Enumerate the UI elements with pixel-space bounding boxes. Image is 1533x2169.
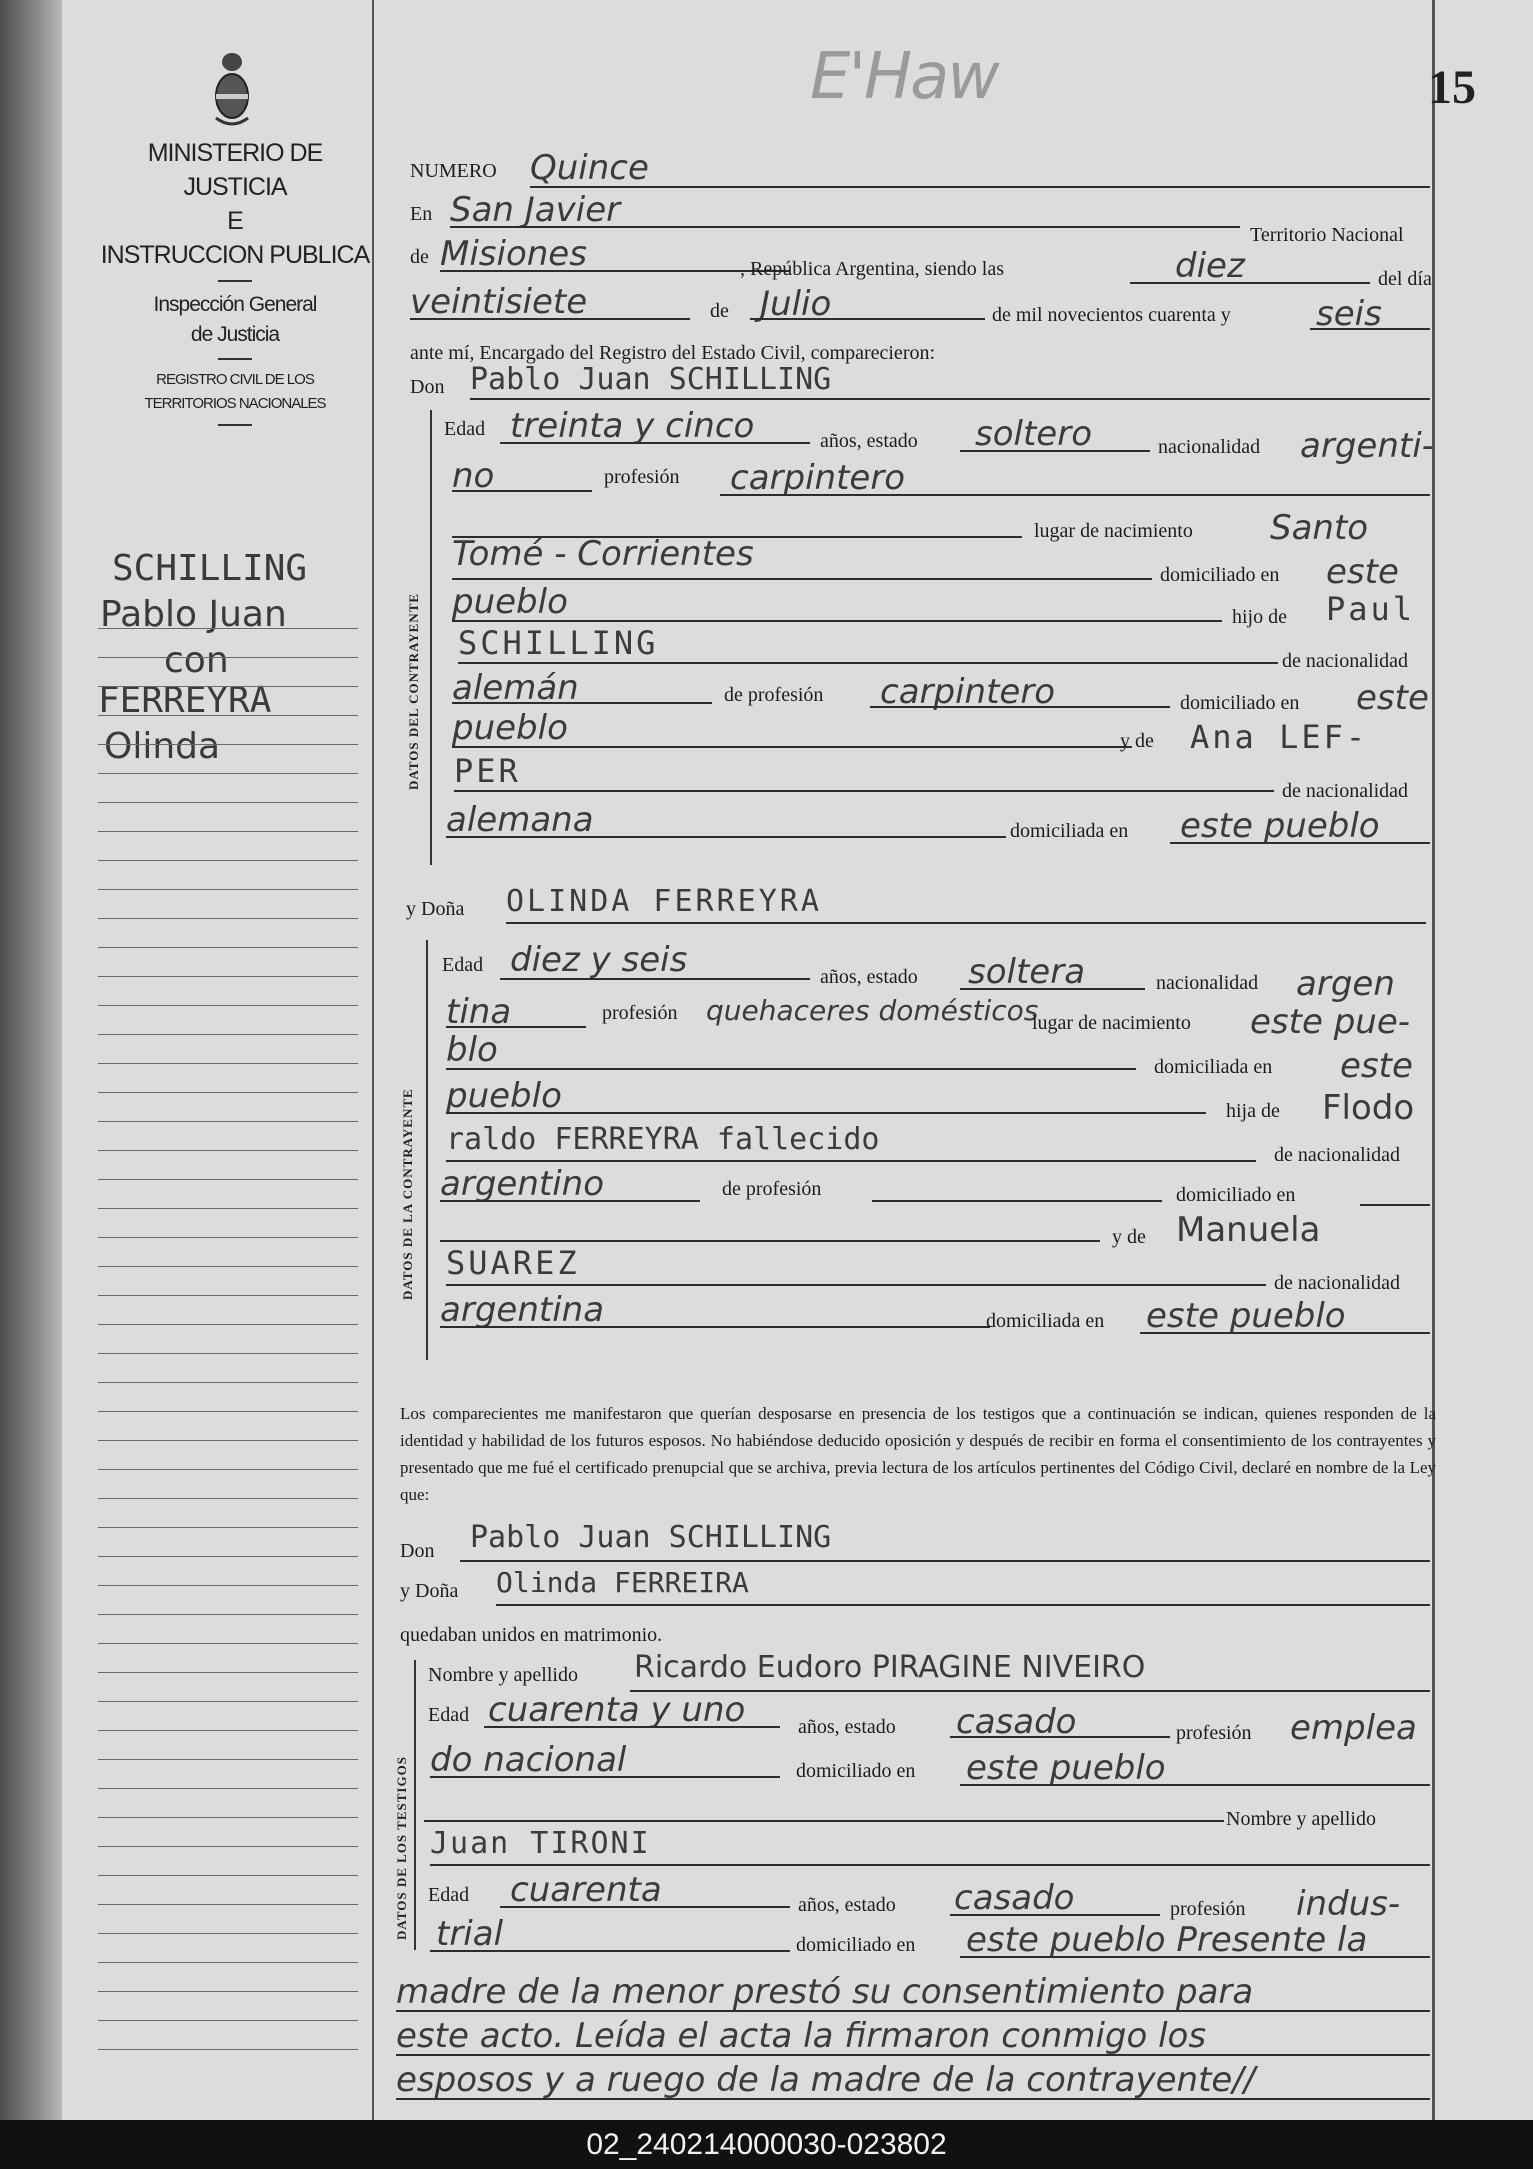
fill-line: [460, 1560, 1430, 1562]
margin-ruled-lines: [98, 600, 358, 2050]
domiciliado-label: domiciliado en: [1160, 564, 1280, 586]
fill-line: [470, 398, 1430, 400]
fill-line: [424, 1820, 1224, 1822]
anios-estado-label: años, estado: [820, 966, 918, 988]
bride-age: diez y seis: [510, 940, 688, 980]
groom-father-nationality: alemán: [452, 668, 579, 708]
bride-mother: Manuela: [1176, 1210, 1321, 1250]
nombre-label: Nombre y apellido: [428, 1664, 578, 1686]
groom-name: Pablo Juan SCHILLING: [470, 362, 832, 397]
lugar-label: lugar de nacimiento: [1034, 520, 1193, 542]
declaration-paragraph: Los comparecientes me manifestaron que querían desposarse en presencia de los testigos que a continuación se indican, quienes responden de la identidad y habilidad de los futuros esposos. No habiéndose deducido oposición y después de recibir en forma el consentimiento de los contrayentes y presentado que me fué el certificado prenupcial que se archiva, previa lectura de los artículos pertinentes del Código Civil, declaré en nombre de la Ley que:: [400, 1404, 1436, 1504]
fill-line: [506, 922, 1426, 924]
domiciliado-label-2: domiciliado en: [796, 1934, 916, 1956]
bride-nationality-cont: tina: [446, 992, 512, 1032]
groom-address-cont: pueblo: [452, 582, 568, 622]
bride-birthplace-cont: blo: [446, 1030, 498, 1070]
witness-1-profession-cont: do nacional: [430, 1740, 627, 1780]
fill-line: [440, 270, 790, 272]
edad-label-2: Edad: [428, 1884, 470, 1906]
fill-line: [500, 442, 810, 444]
witnesses-section-label: DATOS DE LOS TESTIGOS: [394, 1756, 409, 1940]
fill-line: [430, 1864, 1430, 1866]
fill-line: [452, 702, 712, 704]
page-right-border: [1432, 0, 1435, 2120]
fill-line: [496, 1604, 1430, 1606]
nacionalidad-label: nacionalidad: [1156, 972, 1259, 994]
fill-line: [452, 620, 1222, 622]
fill-line: [950, 1914, 1160, 1916]
bride-father-nationality: argentino: [440, 1164, 604, 1204]
de-nacionalidad-label-2: de nacionalidad: [1274, 1272, 1401, 1294]
groom-status: soltero: [975, 414, 1092, 454]
de-nacionalidad-label-2: de nacionalidad: [1282, 780, 1409, 802]
divider: [218, 280, 252, 282]
margin-note-name-2: Olinda: [104, 726, 221, 767]
fill-line: [440, 1200, 700, 1202]
closing-note-1: madre de la menor prestó su consentimiento para: [396, 1972, 1254, 2012]
faded-stamp: E'Haw: [810, 40, 998, 114]
union-bride-name: Olinda FERREIRA: [496, 1566, 749, 1599]
union-don-label: Don: [400, 1540, 435, 1562]
domiciliada-label: domiciliada en: [1154, 1056, 1273, 1078]
witness-2-address: este pueblo Presente la: [966, 1920, 1368, 1960]
groom-nationality-cont: no: [452, 456, 495, 496]
bride-mother-address: este pueblo: [1146, 1296, 1346, 1336]
hija-label: hija de: [1226, 1100, 1280, 1122]
y-de-label: y de: [1120, 730, 1154, 752]
fill-line: [446, 1112, 1206, 1114]
anios-estado-label: años, estado: [798, 1716, 896, 1738]
fill-line: [950, 1736, 1170, 1738]
groom-father-address-cont: pueblo: [452, 708, 568, 748]
domiciliada-label: domiciliada en: [1010, 820, 1129, 842]
fill-line: [440, 1326, 990, 1328]
nombre-label-2: Nombre y apellido: [1226, 1808, 1376, 1830]
witness-2-profession-cont: trial: [436, 1914, 504, 1954]
margin-note-surname: SCHILLING: [112, 548, 308, 589]
de-nacionalidad-label: de nacionalidad: [1274, 1144, 1401, 1166]
nacionalidad-label: nacionalidad: [1158, 436, 1261, 458]
domiciliado-label: domiciliado en: [1176, 1184, 1296, 1206]
fill-line: [454, 790, 1274, 792]
fill-line: [452, 490, 592, 492]
fill-line: [960, 988, 1145, 990]
fill-line: [1140, 1332, 1430, 1334]
witness-2-age: cuarenta: [510, 1870, 662, 1910]
section-brace: [430, 410, 432, 865]
divider: [218, 424, 252, 426]
fill-line: [396, 2054, 1430, 2056]
domiciliado-label: domiciliado en: [796, 1760, 916, 1782]
fill-line: [750, 318, 985, 320]
fill-line: [1310, 328, 1430, 330]
edad-label: Edad: [444, 418, 486, 440]
groom-birthplace: Santo: [1270, 508, 1369, 548]
lugar-label: lugar de nacimiento: [1032, 1012, 1191, 1034]
fill-line: [960, 1956, 1430, 1958]
fill-line: [446, 1026, 586, 1028]
fill-line: [450, 226, 1240, 228]
groom-mother-address: este pueblo: [1180, 806, 1380, 846]
margin-note-surname-2: FERREYRA: [98, 680, 272, 721]
bride-father: Flodo: [1322, 1088, 1415, 1128]
profesion-label-2: profesión: [1170, 1898, 1246, 1920]
closing-note-2: este acto. Leída el acta la firmaron conmigo los: [396, 2016, 1207, 2056]
witness-1-name: Ricardo Eudoro PIRAGINE NIVEIRO: [634, 1650, 1146, 1685]
year-value: seis: [1316, 294, 1382, 334]
fill-line: [446, 1284, 1266, 1286]
margin-note-name: Pablo Juan: [100, 594, 287, 635]
territory-value: Misiones: [440, 234, 587, 274]
ante-mi-text: ante mí, Encargado del Registro del Estado Civil, comparecieron:: [410, 342, 936, 364]
page-number: 15: [1428, 61, 1476, 114]
coat-of-arms-icon: [210, 48, 254, 128]
fill-line: [446, 836, 1006, 838]
fill-line: [960, 450, 1150, 452]
bride-profession: quehaceres domésticos: [706, 994, 1039, 1027]
year-label: de mil novecientos cuarenta y: [992, 304, 1231, 326]
witness-2-name: Juan TIRONI: [430, 1826, 651, 1861]
de-nacionalidad-label: de nacionalidad: [1282, 650, 1409, 672]
de-profesion-label: de profesión: [724, 684, 824, 706]
quedaban-text: quedaban unidos en matrimonio.: [400, 1624, 663, 1646]
ministry-line-6: REGISTRO CIVIL DE LOS: [156, 371, 314, 388]
fill-line: [960, 1784, 1430, 1786]
ministry-line-3: INSTRUCCION PUBLICA: [100, 241, 370, 269]
fill-line: [630, 1690, 1430, 1692]
ministry-line-7: TERRITORIOS NACIONALES: [144, 395, 326, 412]
anios-estado-label: años, estado: [820, 430, 918, 452]
union-groom-name: Pablo Juan SCHILLING: [470, 1520, 832, 1555]
fill-line: [872, 1200, 1162, 1202]
hour-value: diez: [1175, 246, 1245, 286]
fill-line: [430, 1776, 780, 1778]
bride-mother-cont: SUAREZ: [446, 1244, 580, 1282]
groom-section-label: DATOS DEL CONTRAYENTE: [406, 592, 421, 790]
fill-line: [870, 706, 1170, 708]
de-profesion-label: de profesión: [722, 1178, 822, 1200]
witness-1-age: cuarenta y uno: [488, 1690, 746, 1730]
bride-name: OLINDA FERREYRA: [506, 884, 822, 919]
margin-note-con: con: [164, 640, 229, 681]
ministry-line-2: E: [227, 207, 243, 235]
fill-line: [458, 662, 1278, 664]
fill-line: [720, 494, 1430, 496]
fill-line: [446, 1160, 1256, 1162]
en-label: En: [410, 203, 433, 225]
groom-mother-cont: PER: [454, 752, 521, 790]
territorio-label: Territorio Nacional: [1250, 224, 1404, 246]
dona-label: y Doña: [406, 898, 465, 920]
groom-father: Paul: [1326, 590, 1416, 628]
witness-1-status: casado: [956, 1702, 1077, 1742]
groom-mother-nationality: alemana: [446, 800, 594, 840]
fill-line: [1130, 282, 1370, 284]
groom-father-profession: carpintero: [880, 672, 1056, 712]
ministry-line-4: Inspección General: [153, 293, 317, 316]
image-id-footer: 02_240214000030-023802: [0, 2120, 1533, 2169]
witness-2-status: casado: [954, 1878, 1075, 1918]
de-label-2: de: [710, 300, 729, 322]
groom-father-address: este: [1356, 678, 1429, 718]
bride-nationality: argen: [1296, 964, 1395, 1004]
de-label: de: [410, 246, 429, 268]
profesion-label: profesión: [602, 1002, 678, 1024]
republica-label: , República Argentina, siendo las: [740, 258, 1005, 280]
bride-birthplace: este pue-: [1250, 1002, 1411, 1042]
fill-line: [396, 2010, 1430, 2012]
bride-mother-nationality: argentina: [440, 1290, 605, 1330]
witness-1-address: este pueblo: [966, 1748, 1166, 1788]
ministry-line-5: de Justicia: [190, 323, 280, 346]
binder-edge: [0, 0, 62, 2120]
domiciliado-label-2: domiciliado en: [1180, 692, 1300, 714]
fill-line: [484, 1726, 780, 1728]
section-brace: [414, 1660, 416, 1950]
anios-estado-label-2: años, estado: [798, 1894, 896, 1916]
fill-line: [1170, 842, 1430, 844]
closing-note-3: esposos y a ruego de la madre de la contrayente//: [396, 2060, 1256, 2100]
witness-1-profession: emplea: [1290, 1708, 1417, 1748]
month-value: Julio: [760, 284, 832, 324]
fill-line: [452, 746, 1132, 748]
domiciliada-label-2: domiciliada en: [986, 1310, 1105, 1332]
don-label: Don: [410, 376, 445, 398]
bride-status: soltera: [968, 952, 1086, 992]
profesion-label: profesión: [1176, 1722, 1252, 1744]
fill-line: [452, 578, 1152, 580]
ministry-line-1: MINISTERIO DE JUSTICIA: [147, 139, 323, 201]
fill-line: [440, 1240, 1100, 1242]
section-brace: [426, 940, 428, 1360]
fill-line: [500, 1906, 790, 1908]
union-dona-label: y Doña: [400, 1580, 459, 1602]
numero-value: Quince: [530, 148, 649, 188]
numero-label: NUMERO: [410, 160, 497, 182]
groom-mother: Ana LEF-: [1190, 718, 1369, 756]
fill-line: [446, 1068, 1136, 1070]
groom-nationality: argenti-: [1300, 426, 1434, 466]
edad-label: Edad: [442, 954, 484, 976]
groom-address: este: [1326, 552, 1399, 592]
del-dia-label: del día: [1378, 268, 1432, 290]
ministry-heading: [100, 136, 370, 434]
bride-section-label: DATOS DE LA CONTRAYENTE: [400, 1088, 415, 1300]
fill-line: [396, 2098, 1430, 2100]
witness-2-profession: indus-: [1296, 1884, 1401, 1924]
divider: [218, 358, 252, 360]
groom-birthplace-cont: Tomé - Corrientes: [452, 534, 754, 574]
fill-line: [430, 1950, 790, 1952]
fill-line: [410, 318, 690, 320]
edad-label: Edad: [428, 1704, 470, 1726]
en-value: San Javier: [450, 190, 621, 230]
fill-line: [1360, 1204, 1430, 1206]
fill-line: [530, 186, 1430, 188]
hijo-label: hijo de: [1232, 606, 1287, 628]
bride-address: este: [1340, 1046, 1413, 1086]
groom-profession: carpintero: [730, 458, 906, 498]
groom-father-cont: SCHILLING: [458, 624, 659, 662]
bride-address-cont: pueblo: [446, 1076, 562, 1116]
groom-age: treinta y cinco: [510, 406, 755, 446]
bride-father-cont: raldo FERREYRA fallecido: [446, 1122, 880, 1157]
fill-line: [500, 978, 810, 980]
y-de-label: y de: [1112, 1226, 1146, 1248]
day-value: veintisiete: [410, 282, 588, 322]
profesion-label: profesión: [604, 466, 680, 488]
